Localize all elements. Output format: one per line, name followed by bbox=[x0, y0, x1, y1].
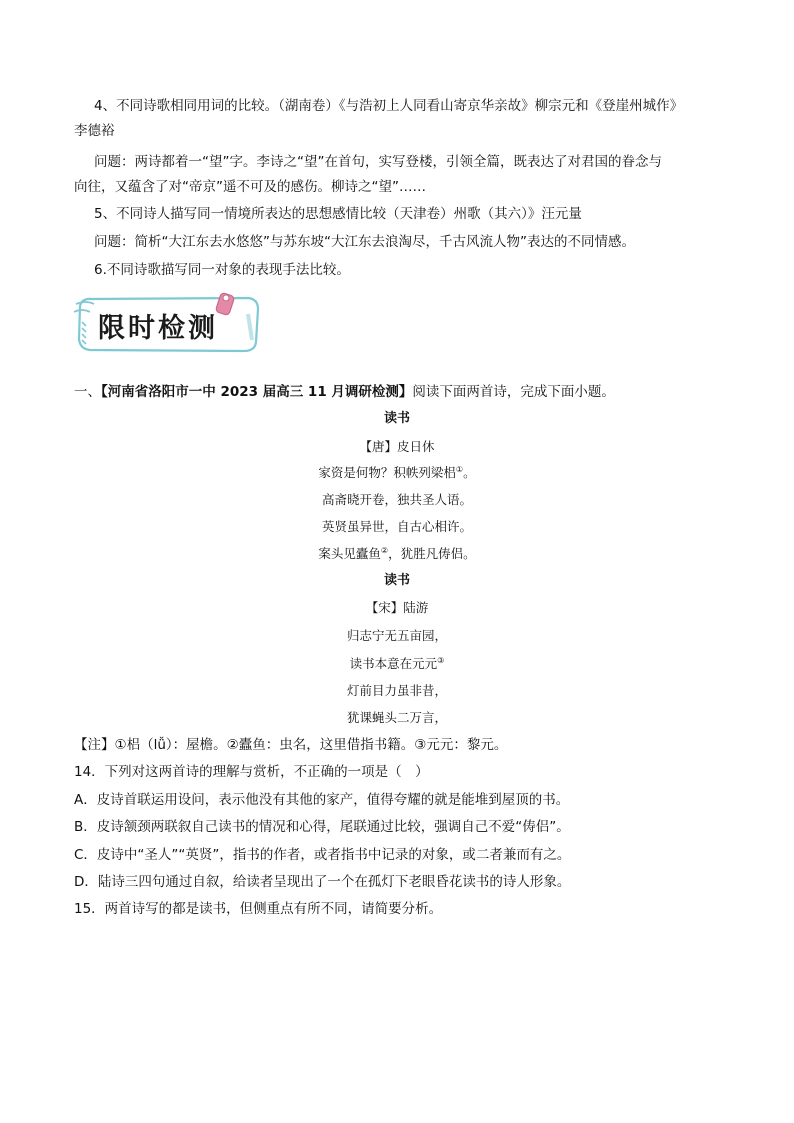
question-15: 15．两首诗写的都是读书，但侧重点有所不同，请简要分析。 bbox=[74, 901, 443, 917]
poem-2-line-3: 灯前目力虽非昔， bbox=[346, 683, 447, 698]
question-5: 问题：简析“大江东去水悠悠”与苏东坡“大江东去浪淘尽，千古风流人物”表达的不同情感。 bbox=[94, 234, 635, 250]
poem-2-line-2: 读书本意在元元③ bbox=[349, 656, 445, 671]
poem-2-line-4: 犹课蝇头二万言， bbox=[346, 710, 447, 725]
poem-1-line-4: 案头见蠹鱼②，犹胜凡俦侣。 bbox=[318, 546, 476, 561]
exercise-header bbox=[74, 382, 615, 402]
question-14-stem: 14．下列对这两首诗的理解与赏析，不正确的一项是（ ） bbox=[74, 764, 429, 780]
poem-2-title: 读书 bbox=[383, 573, 410, 588]
item-6: 6.不同诗歌描写同一对象的表现手法比较。 bbox=[94, 262, 350, 278]
exercise-instruction: 阅读下面两首诗，完成下面小题。 bbox=[412, 384, 615, 400]
poem-2-author: 【宋】陆游 bbox=[365, 600, 429, 615]
item-4-line-2: 李德裕 bbox=[74, 123, 115, 139]
question-14-option-a: A．皮诗首联运用设问，表示他没有其他的家产，值得夸耀的就是能堆到屋顶的书。 bbox=[74, 792, 570, 808]
item-5: 5、不同诗人描写同一情境所表达的思想感情比较（天津卷）州歌（其六）》汪元量 bbox=[94, 206, 582, 222]
section-banner bbox=[72, 292, 262, 356]
question-4-line-2: 向往，又蕴含了对“帝京”遥不可及的感伤。柳诗之“望”…… bbox=[74, 179, 426, 195]
poem-1-line-3: 英贤虽异世，自古心相许。 bbox=[321, 519, 472, 534]
footnote-mark-3: ③ bbox=[437, 656, 445, 665]
poem-1-line-2: 高斋晓开卷，独共圣人语。 bbox=[321, 492, 472, 507]
poem-1-author: 【唐】皮日休 bbox=[359, 439, 435, 454]
question-4-line-1: 问题：两诗都着一“望”字。李诗之“望”在首句，实写登楼，引领全篇，既表达了对君国的眷念与 bbox=[94, 154, 662, 170]
footnote-mark-1: ① bbox=[455, 465, 464, 474]
poem-1-title: 读书 bbox=[383, 411, 410, 426]
item-4-line-1: 4、不同诗歌相同用词的比较。（湖南卷）《与浩初上人同看山寄京华亲故》柳宗元和《登崖州城作》 bbox=[94, 98, 684, 114]
question-14-option-c: C．皮诗中“圣人”“英贤”，指书的作者，或者指书中记录的对象，或二者兼而有之。 bbox=[74, 847, 571, 863]
poem-1-line-1: 家资是何物？积帙列梁梠①。 bbox=[318, 465, 476, 480]
question-14-option-b: B．皮诗颔颈两联叙自己读书的情况和心得，尾联通过比较，强调自己不爱“俦侣”。 bbox=[74, 819, 570, 835]
banner-title: 限时检测 bbox=[98, 313, 218, 344]
exercise-source: 【河南省洛阳市一中 2023 届高三 11 月调研检测】 bbox=[101, 384, 413, 400]
question-14-option-d: D．陆诗三四句通过自叙，给读者呈现出了一个在孤灯下老眼昏花读书的诗人形象。 bbox=[74, 874, 571, 890]
footnotes: 【注】①梠（lǚ）：屋檐。②蠹鱼：虫名，这里借指书籍。③元元：黎元。 bbox=[74, 737, 508, 753]
footnote-mark-2: ② bbox=[380, 546, 389, 555]
exercise-number: 一、 bbox=[74, 384, 101, 400]
poem-2-line-1: 归志宁无五亩园， bbox=[346, 628, 447, 643]
